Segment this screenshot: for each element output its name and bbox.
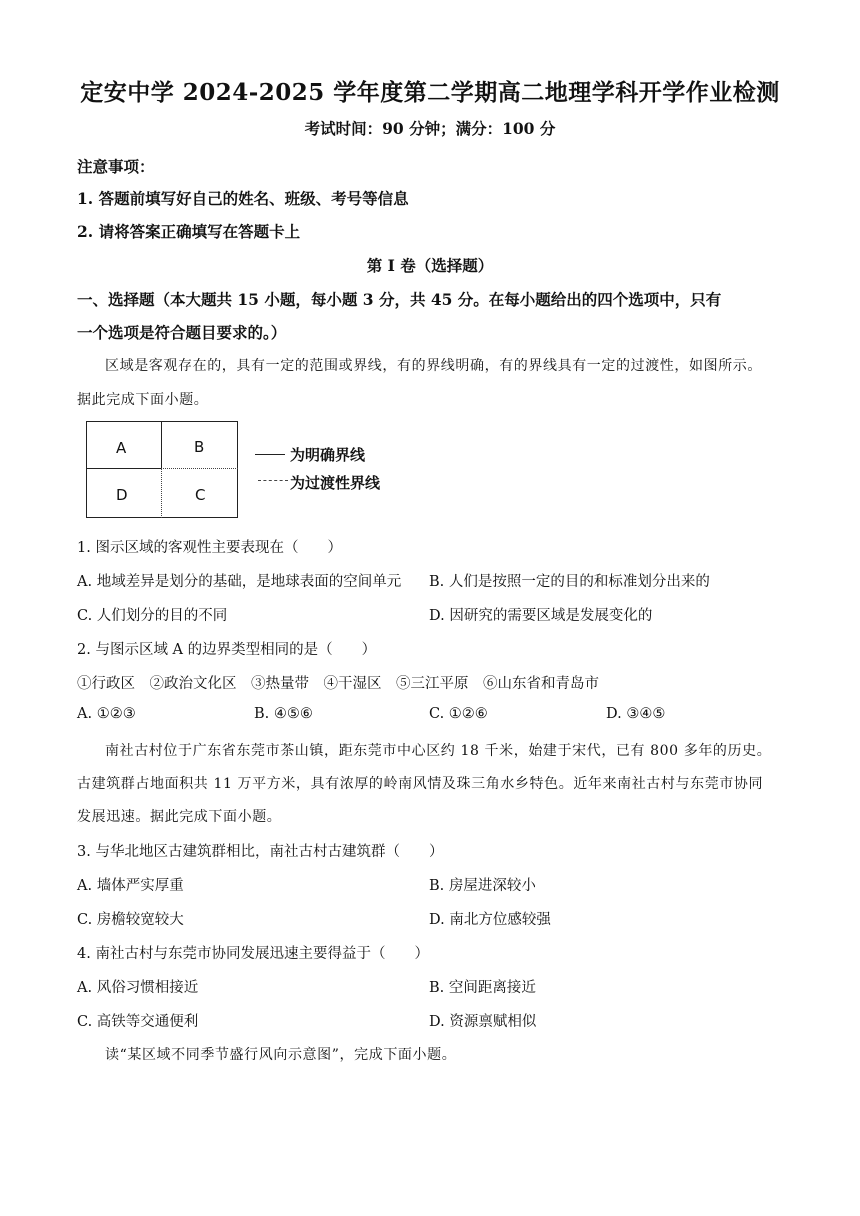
- option-d: D. 因研究的需要区域是发展变化的: [429, 608, 653, 624]
- option-d: D. ③④⑤: [606, 706, 666, 722]
- notice-heading: 注意事项：: [77, 157, 155, 176]
- option-a: A. 墙体严实厚重: [77, 878, 184, 894]
- notice-item: 1. 答题前填写好自己的姓名、班级、考号等信息: [77, 189, 409, 208]
- option-c: C. 房檐较宽较大: [77, 912, 184, 928]
- legend-solid-line: [255, 454, 285, 455]
- section-instruction: 一、选择题（本大题共 15 小题，每小题 3 分，共 45 分。在每小题给出的四个选项中，只有: [77, 290, 722, 309]
- option-c: C. ①②⑥: [429, 706, 488, 722]
- legend-dashed-label: 为过渡性界线: [290, 474, 381, 492]
- option-b: B. 空间距离接近: [429, 980, 536, 996]
- option-b: B. 人们是按照一定的目的和标准划分出来的: [429, 574, 710, 590]
- legend-solid-label: 为明确界线: [290, 446, 366, 464]
- exam-info: 考试时间：90 分钟；满分：100 分: [304, 119, 556, 138]
- question-stem: 4. 南社古村与东莞市协同发展迅速主要得益于（ ）: [77, 946, 429, 962]
- region-boundary-diagram: [86, 421, 238, 518]
- option-c: C. 人们划分的目的不同: [77, 608, 228, 624]
- intro-paragraph: 读“某区域不同季节盛行风向示意图”，完成下面小题。: [105, 1047, 457, 1063]
- section-title: 第 I 卷（选择题）: [366, 256, 494, 275]
- option-a: A. ①②③: [77, 706, 136, 722]
- option-d: D. 南北方位感较强: [429, 912, 551, 928]
- question-stem: 1. 图示区域的客观性主要表现在（ ）: [77, 540, 342, 556]
- option-a: A. 风俗习惯相接近: [77, 980, 199, 996]
- option-c: C. 高铁等交通便利: [77, 1014, 199, 1030]
- option-a: A. 地域差异是划分的基础，是地球表面的空间单元: [77, 574, 402, 590]
- option-b: B. 房屋进深较小: [429, 878, 536, 894]
- page-title: 定安中学 2024-2025 学年度第二学期高二地理学科开学作业检测: [80, 79, 780, 106]
- region-label-a: A: [116, 439, 127, 457]
- question-items: ①行政区 ②政治文化区 ③热量带 ④干湿区 ⑤三江平原 ⑥山东省和青岛市: [77, 676, 599, 692]
- transitional-boundary: [161, 468, 162, 518]
- option-d: D. 资源禀赋相似: [429, 1014, 537, 1030]
- question-stem: 3. 与华北地区古建筑群相比，南社古村古建筑群（ ）: [77, 844, 444, 860]
- intro-paragraph: 南社古村位于广东省东莞市茶山镇，距东莞市中心区约 18 千米，始建于宋代，已有 800 多年的历史。: [105, 743, 772, 759]
- region-label-b: B: [194, 438, 205, 456]
- solid-boundary: [161, 421, 162, 468]
- option-b: B. ④⑤⑥: [254, 706, 313, 722]
- question-stem: 2. 与图示区域 A 的边界类型相同的是（ ）: [77, 642, 377, 658]
- diagram-border: [86, 421, 238, 518]
- solid-boundary: [86, 468, 161, 469]
- intro-paragraph: 据此完成下面小题。: [77, 392, 209, 408]
- legend-dashed-line: [258, 480, 288, 481]
- intro-paragraph: 古建筑群占地面积共 11 万平方米，具有浓厚的岭南风情及珠三角水乡特色。近年来南社古村与东莞市协同: [77, 776, 764, 792]
- region-label-d: D: [116, 486, 128, 504]
- notice-item: 2. 请将答案正确填写在答题卡上: [77, 222, 301, 241]
- intro-paragraph: 区域是客观存在的，具有一定的范围或界线，有的界线明确，有的界线具有一定的过渡性，如图所示。: [105, 358, 762, 374]
- transitional-boundary: [161, 468, 238, 469]
- section-instruction: 一个选项是符合题目要求的。）: [77, 323, 287, 342]
- region-label-c: C: [195, 486, 206, 504]
- intro-paragraph: 发展迅速。据此完成下面小题。: [77, 809, 282, 825]
